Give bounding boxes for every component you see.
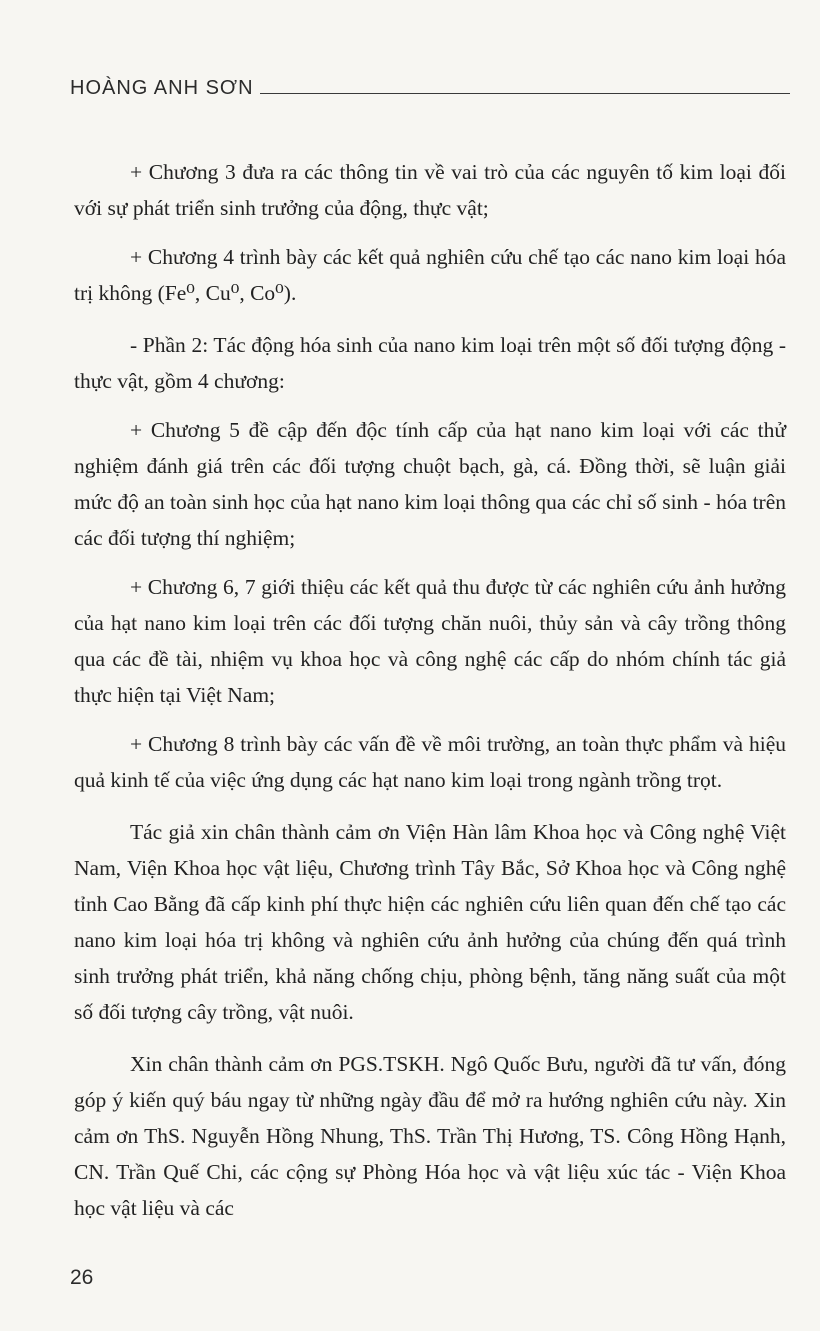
paragraph-part-2: - Phần 2: Tác động hóa sinh của nano kim loại trên một số đối tượng động - thực vật, gồm 4 chương: (74, 333, 786, 393)
page-number: 26 (70, 1266, 94, 1289)
paragraph-acknowledgement-people: Xin chân thành cảm ơn PGS.TSKH. Ngô Quốc Bưu, người đã tư vấn, đóng góp ý kiến quý báu ngay từ những ngày đầu để mở ra hướng nghiên cứu này. Xin cảm ơn ThS. Nguyễn Hồng Nhung, ThS. Trần Thị Hương, TS. Công Hồng Hạnh, CN. Trần Quế Chi, các cộng sự Phòng Hóa học và vật liệu xúc tác - Viện Khoa học vật liệu và các (74, 1052, 786, 1220)
header-author: HOÀNG ANH SƠN (70, 77, 254, 99)
paragraph-chapter-8: + Chương 8 trình bày các vấn đề về môi trường, an toàn thực phẩm và hiệu quả kinh tế của việc ứng dụng các hạt nano kim loại trong ngành trồng trọt. (74, 732, 786, 792)
paragraph-chapter-4: + Chương 4 trình bày các kết quả nghiên cứu chế tạo các nano kim loại hóa trị không (Fe⁰, Cu⁰, Co⁰). (74, 245, 786, 305)
running-header (70, 70, 790, 100)
header-rule (260, 93, 790, 94)
page-body (74, 154, 786, 1239)
paragraph-chapter-6-7: + Chương 6, 7 giới thiệu các kết quả thu được từ các nghiên cứu ảnh hưởng của hạt nano kim loại trên các đối tượng chăn nuôi, thủy sản và cây trồng thông qua các đề tài, nhiệm vụ khoa học và công nghệ các cấp do nhóm chính tác giả thực hiện tại Việt Nam; (74, 575, 786, 707)
paragraph-chapter-5: + Chương 5 đề cập đến độc tính cấp của hạt nano kim loại với các thử nghiệm đánh giá trên các đối tượng chuột bạch, gà, cá. Đồng thời, sẽ luận giải mức độ an toàn sinh học của hạt nano kim loại thông qua các chỉ số sinh - hóa trên các đối tượng thí nghiệm; (74, 418, 786, 550)
paragraph-chapter-3: + Chương 3 đưa ra các thông tin về vai trò của các nguyên tố kim loại đối với sự phát triển sinh trưởng của động, thực vật; (74, 160, 786, 220)
paragraph-acknowledgement-funding: Tác giả xin chân thành cảm ơn Viện Hàn lâm Khoa học và Công nghệ Việt Nam, Viện Khoa học vật liệu, Chương trình Tây Bắc, Sở Khoa học và Công nghệ tỉnh Cao Bằng đã cấp kinh phí thực hiện các nghiên cứu liên quan đến chế tạo các nano kim loại hóa trị không và nghiên cứu ảnh hưởng của chúng đến quá trình sinh trưởng phát triển, khả năng chống chịu, phòng bệnh, tăng năng suất của một số đối tượng cây trồng, vật nuôi. (74, 820, 786, 1024)
